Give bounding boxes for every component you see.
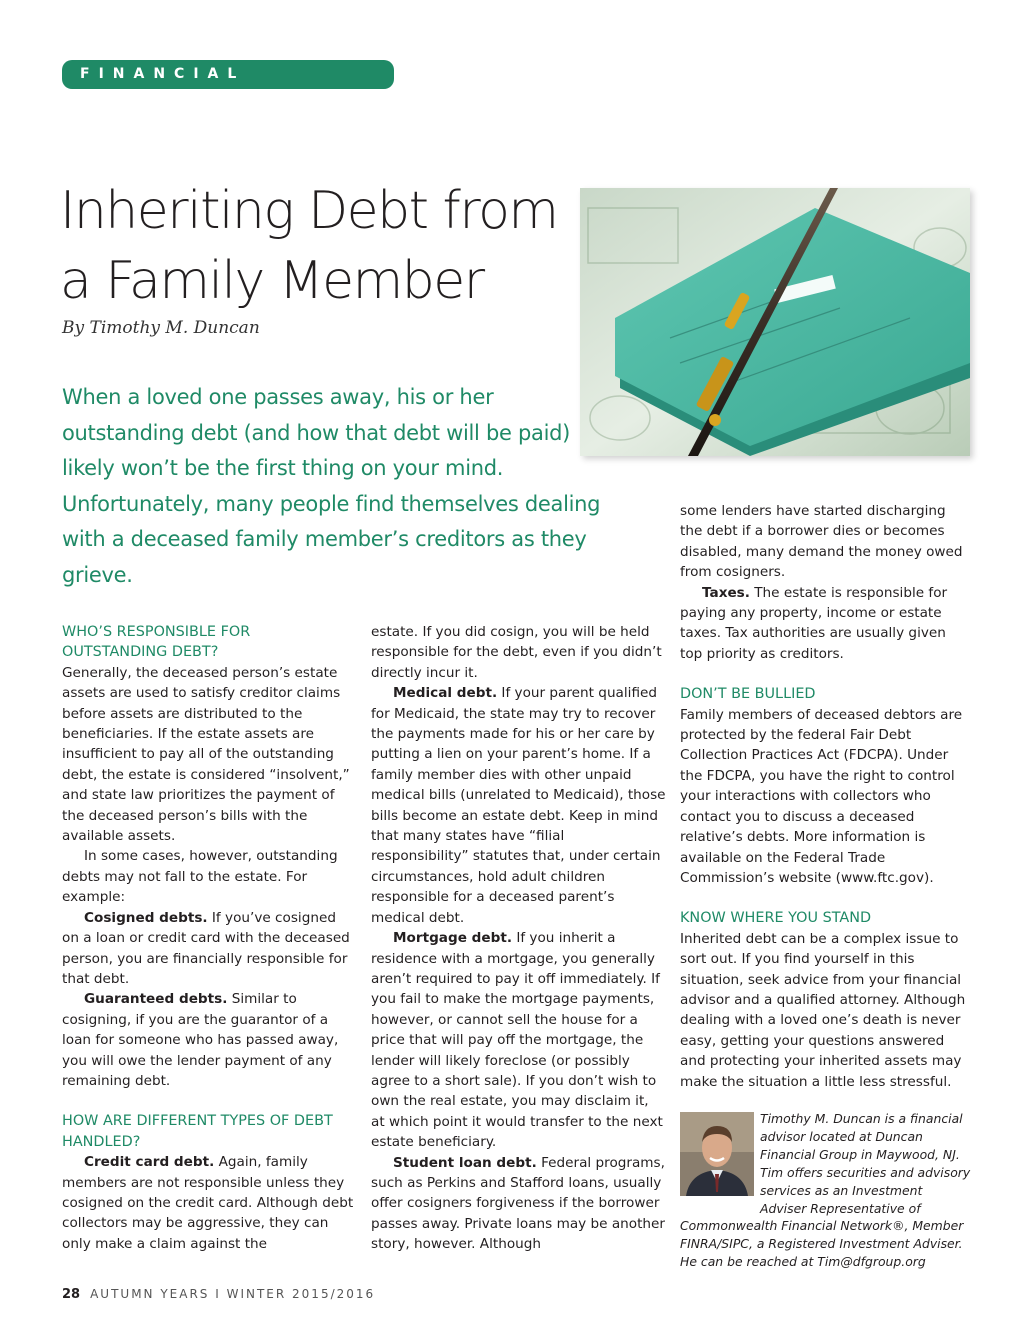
column-3 [680, 501, 970, 1092]
byline: By Timothy M. Duncan [62, 318, 260, 338]
checkbook-pen-photo [580, 188, 970, 456]
paragraph-taxes [680, 583, 970, 665]
title-line-1: Inheriting Debt from [60, 181, 558, 241]
paragraph-credit-card [62, 1152, 357, 1254]
title-line-2: a Family Member [60, 251, 484, 311]
column-1 [62, 622, 357, 1254]
page-footer [62, 1287, 375, 1302]
paragraph: In some cases, however, outstanding debts may not fall to the estate. For example: [62, 848, 338, 906]
lead-term: Taxes. [702, 584, 750, 601]
page-number: 28 [62, 1287, 81, 1302]
paragraph-body: If your parent qualified for Medicaid, the state may try to recover the payments made for his or her care by putting a lien on your parent’s home. If a family member dies with other unpaid medical bills (unrelated to Medicaid), those bills become an estate debt. Keep in mind that many states have “filial responsibility” statutes that, under certain circumstances, hold adult children responsible for a deceased parent’s medical debt. [371, 685, 666, 926]
paragraph-body: If you’ve cosigned on a loan or credit card with the deceased person, you are financially responsible for that debt. [62, 909, 350, 987]
publication-name: AUTUMN YEARS I WINTER 2015/2016 [90, 1287, 376, 1301]
section-badge: FINANCIAL PLANNING [62, 60, 394, 89]
article-deck: When a loved one passes away, his or her outstanding debt (and how that debt will be paid) likely won’t be the first thing on your mind. Unfortunately, many people find themselves dealing with a deceased family member’s creditors as they grieve. [62, 385, 601, 587]
heading-know-where-you-stand: KNOW WHERE YOU STAND [680, 910, 872, 927]
paragraph-mortgage [371, 928, 666, 1152]
paragraph: Inherited debt can be a complex issue to sort out. If you find yourself in this situation, seek advice from your financial advisor and a qualified attorney. Although dealing with a loved one’s death is never easy, getting your questions answered and protecting your inherited assets may make the situation a little less stressful. [680, 930, 966, 1090]
paragraph: some lenders have started discharging the debt if a borrower dies or becomes disabled, many demand the money owed from cosigners. [680, 503, 963, 581]
heading-whos-responsible: WHO’S RESPONSIBLE FOR OUTSTANDING DEBT? [62, 624, 251, 661]
paragraph: estate. If you did cosign, you will be held responsible for the debt, even if you didn’t directly incur it. [371, 624, 662, 681]
lead-term: Medical debt. [393, 685, 498, 702]
checkbook-pen-illustration [580, 188, 970, 456]
paragraph-body: If you inherit a residence with a mortgage, you generally aren’t required to pay it off immediately. If you fail to make the mortgage payments, however, or cannot sell the house for a price that will pay off the mortgage, the lender will likely foreclose (or possibly agree to a short sale). If you don’t wish to own the real estate, you may disclaim it, at which point it would transfer to the next estate beneficiary. [371, 930, 663, 1151]
paragraph-body: Similar to cosigning, if you are the guarantor of a loan for someone who has passed away, you will owe the lender payment of any remaining debt. [62, 991, 339, 1089]
lead-term: Mortgage debt. [393, 930, 512, 947]
paragraph-medical [371, 683, 666, 928]
heading-debt-types: HOW ARE DIFFERENT TYPES OF DEBT HANDLED? [62, 1113, 333, 1150]
paragraph-guaranteed [62, 989, 357, 1091]
column-2 [371, 622, 666, 1255]
paragraph-body: Again, family members are not responsible unless they cosigned on the credit card. Although debt collectors may be aggressive, they can only make a claim against the [62, 1154, 354, 1252]
lead-term: Cosigned debts. [84, 909, 208, 926]
paragraph: Generally, the deceased person’s estate assets are used to satisfy creditor claims before assets are distributed to the beneficiaries. If the estate assets are insufficient to pay all of the outstanding debt, the estate is considered “insolvent,” and state law prioritizes the payment of the deceased person’s bills with the available assets. [62, 664, 350, 845]
paragraph-body: Federal programs, such as Perkins and Stafford loans, usually offer cosigners forgiveness if the borrower passes away. Private loans may be another story, however. Although [371, 1154, 665, 1253]
lead-term: Student loan debt. [393, 1154, 537, 1171]
lead-term: Credit card debt. [84, 1154, 215, 1171]
article-title [60, 176, 580, 316]
photo-spacer [680, 1110, 760, 1200]
author-bio [680, 1110, 972, 1271]
paragraph: Family members of deceased debtors are protected by the federal Fair Debt Collection Practices Act (FDCPA). Under the FDCPA, you have the right to control your interactions with collectors who contact you to discuss a deceased relative’s debts. More information is available on the Federal Trade Commission’s website (www.ftc.gov). [680, 706, 963, 886]
author-bio-text: Timothy M. Duncan is a financial advisor located at Duncan Financial Group in Maywood, NJ. Tim offers securities and advisory services as an Investment Adviser Representative of Commonwealth Financial Network®, Member FINRA/SIPC, a Registered Investment Adviser. He can be reached at Tim@dfgroup.org [680, 1111, 971, 1270]
paragraph-body: The estate is responsible for paying any property, income or estate taxes. Tax authorities are usually given top priority as creditors. [680, 584, 948, 662]
heading-dont-be-bullied: DON’T BE BULLIED [680, 686, 816, 703]
paragraph-cosigned [62, 908, 357, 990]
lead-term: Guaranteed debts. [84, 991, 228, 1008]
paragraph-student-loan [371, 1153, 666, 1255]
